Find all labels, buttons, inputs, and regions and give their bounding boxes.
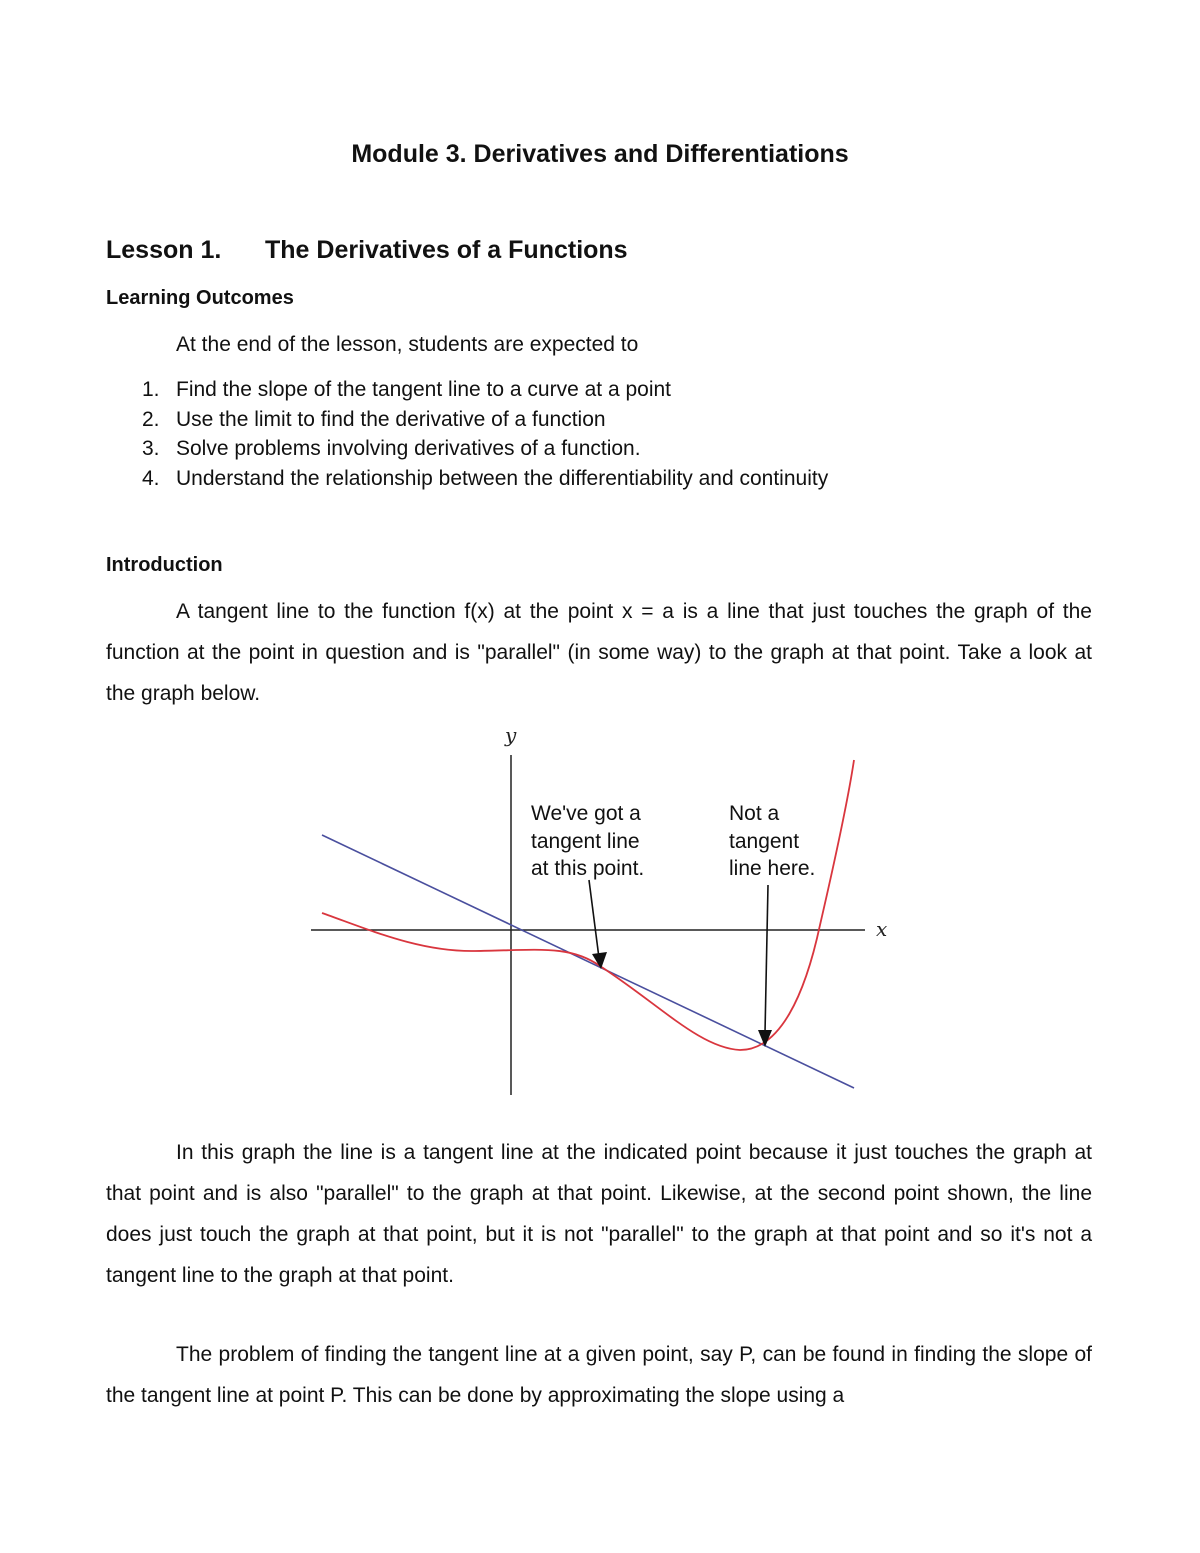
x-axis-label: x bbox=[876, 917, 888, 941]
list-item bbox=[106, 405, 1106, 435]
list-item-number: 2. bbox=[142, 407, 160, 431]
lesson-number: Lesson 1. bbox=[106, 236, 222, 264]
module-title: Module 3. Derivatives and Differentiations bbox=[351, 140, 849, 168]
list-item bbox=[106, 434, 1106, 464]
paragraph-text: In this graph the line is a tangent line at the indicated point because it just touches the graph at that point and is also "parallel" to the graph at that point. Likewise, at the second point shown, the line does just touch the graph at that point, but it is not "parallel" to the graph at that point and so it's not a tangent line to the graph at that point. bbox=[106, 1141, 1092, 1287]
annotation-line: tangent line bbox=[531, 830, 640, 853]
tangent-point-arrow bbox=[589, 880, 599, 958]
introduction-heading: Introduction bbox=[106, 554, 223, 576]
lesson-heading bbox=[106, 236, 628, 265]
arrowhead-icon bbox=[592, 952, 607, 969]
annotation-line: at this point. bbox=[531, 857, 645, 880]
introduction-paragraph-1 bbox=[106, 591, 1092, 714]
learning-outcomes-heading: Learning Outcomes bbox=[106, 287, 294, 309]
annotation-line: Not a bbox=[729, 802, 780, 825]
lesson-title: The Derivatives of a Functions bbox=[265, 236, 628, 264]
paragraph-text: A tangent line to the function f(x) at the point x = a is a line that just touches the graph of the function at the point in question and is "parallel" (in some way) to the graph at that point. Take a look at the graph below. bbox=[106, 600, 1092, 705]
list-item-number: 3. bbox=[142, 437, 160, 460]
list-item-number: 4. bbox=[142, 466, 160, 490]
annotation-line: We've got a bbox=[531, 802, 641, 825]
list-item bbox=[106, 464, 1106, 494]
not-tangent-annotation bbox=[729, 802, 815, 880]
annotation-line: tangent bbox=[729, 830, 800, 853]
paragraph-text: The problem of finding the tangent line at a given point, say P, can be found in finding the slope of the tangent line at point P. This can be done by approximating the slope using a bbox=[106, 1343, 1092, 1407]
outcomes-intro: At the end of the lesson, students are expected to bbox=[176, 333, 639, 356]
introduction-paragraph-2 bbox=[106, 1132, 1092, 1296]
outcomes-list bbox=[106, 375, 1106, 493]
tangent-annotation bbox=[531, 802, 644, 880]
annotation-line: line here. bbox=[729, 857, 816, 880]
list-item-text: Use the limit to find the derivative of a function bbox=[176, 407, 606, 431]
list-item-text: Understand the relationship between the differentiability and continuity bbox=[176, 466, 829, 490]
tangent-line-figure bbox=[300, 720, 900, 1110]
list-item-number: 1. bbox=[142, 378, 160, 401]
list-item-text: Find the slope of the tangent line to a curve at a point bbox=[176, 378, 671, 401]
list-item bbox=[106, 375, 1106, 405]
not-tangent-point-arrow bbox=[765, 885, 768, 1033]
y-axis-label: y bbox=[505, 723, 517, 747]
list-item-text: Solve problems involving derivatives of a function. bbox=[176, 437, 641, 460]
introduction-paragraph-3 bbox=[106, 1334, 1092, 1416]
